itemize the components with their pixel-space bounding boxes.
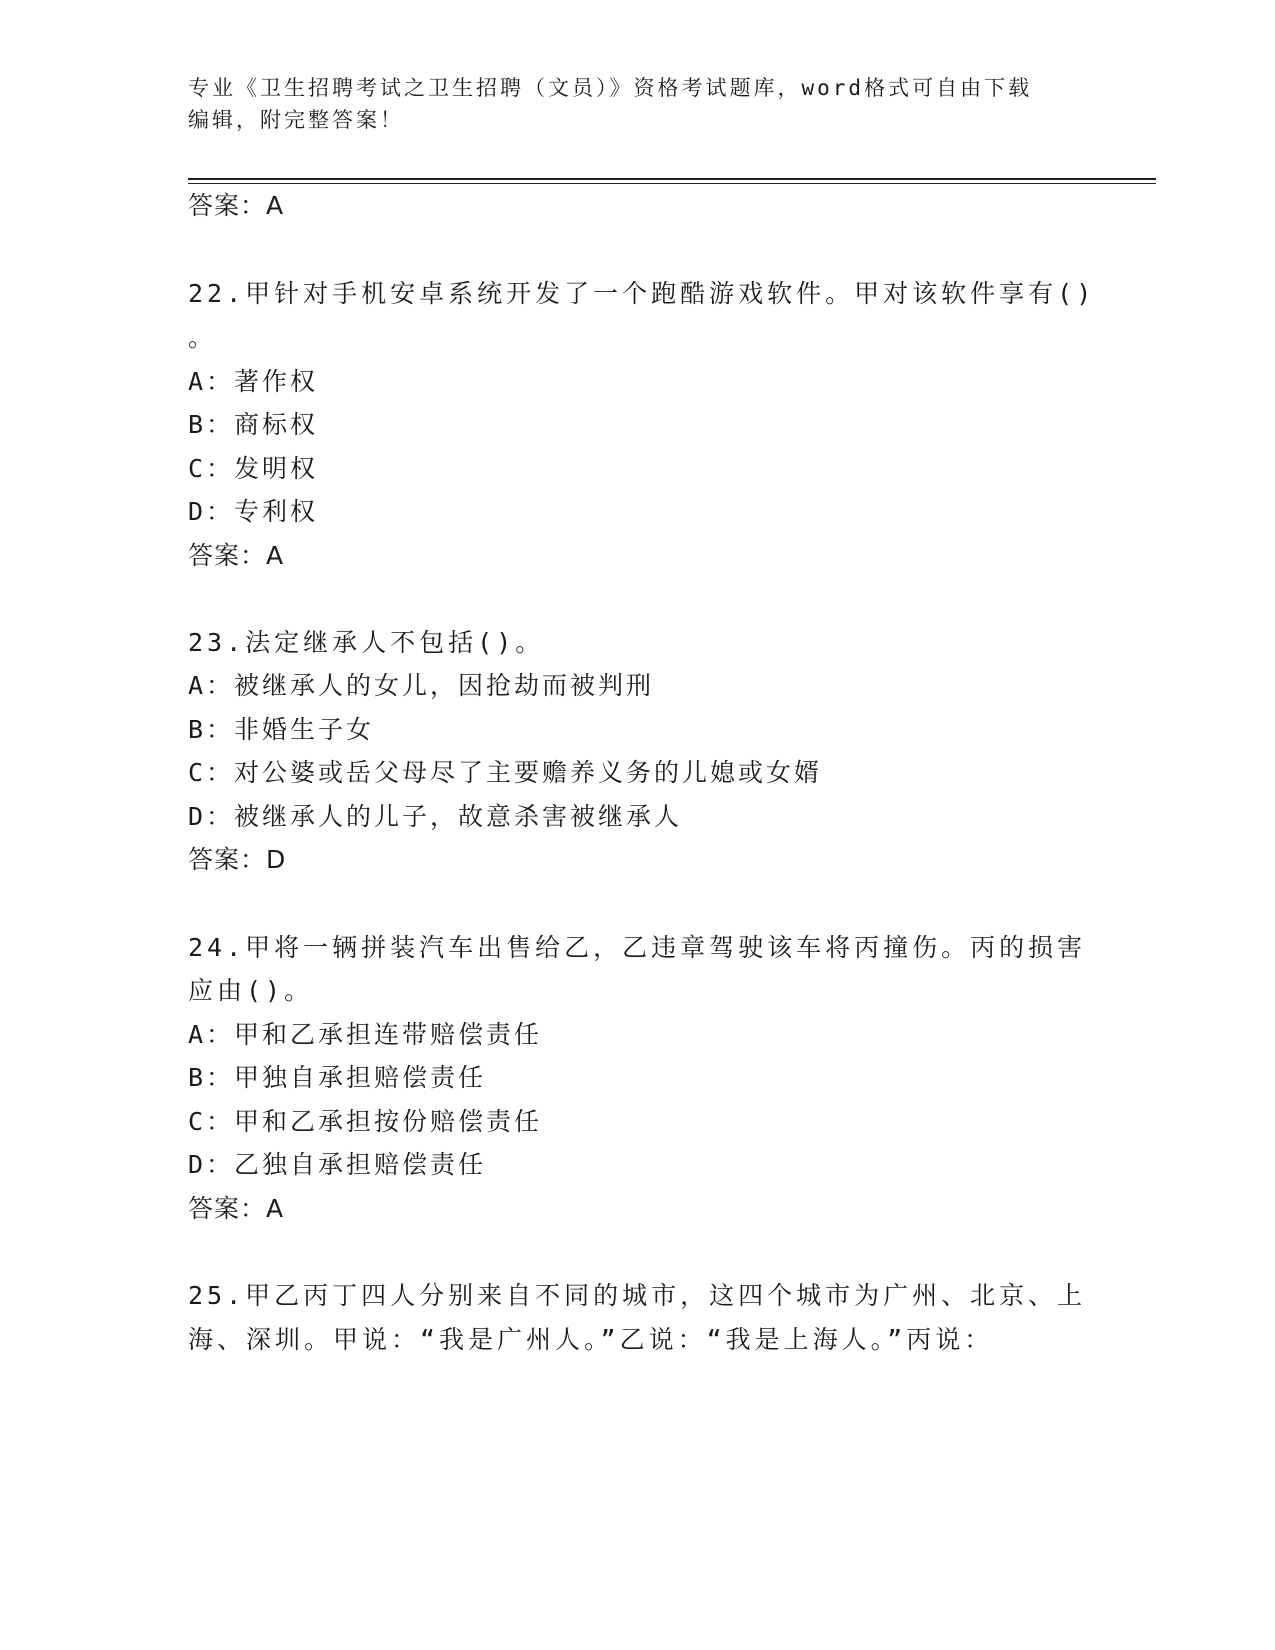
question-24-option-a: A：甲和乙承担连带赔偿责任 [188,1020,543,1049]
question-24-option-c: C：甲和乙承担按份赔偿责任 [188,1107,543,1136]
question-22-line-1: 22.甲针对手机安卓系统开发了一个跑酷游戏软件。甲对该软件享有() [188,279,1096,308]
question-22-option-c: C：发明权 [188,454,319,483]
answer-line: 答案：A [188,191,285,220]
question-25-line-1: 25.甲乙丙丁四人分别来自不同的城市，这四个城市为广州、北京、上 [188,1281,1087,1310]
question-24-line-2: 应由()。 [188,976,314,1005]
question-22-option-a: A：著作权 [188,367,319,396]
question-22-option-d: D：专利权 [188,497,319,526]
document-header [188,72,1068,136]
question-24-answer: 答案：A [188,1194,285,1223]
question-23-line-1: 23.法定继承人不包括()。 [188,628,545,657]
header-rule [188,178,1156,180]
question-23-option-a: A：被继承人的女儿，因抢劫而被判刑 [188,671,655,700]
question-22-answer: 答案：A [188,541,285,570]
question-24-option-d: D：乙独自承担赔偿责任 [188,1150,487,1179]
question-24-line-1: 24.甲将一辆拼装汽车出售给乙，乙违章驾驶该车将丙撞伤。丙的损害 [188,933,1087,962]
header-rule-thin [188,183,1156,184]
question-23-option-c: C：对公婆或岳父母尽了主要赡养义务的儿媳或女婿 [188,758,823,787]
question-23-answer: 答案：D [188,845,287,874]
question-23-option-d: D：被继承人的儿子，故意杀害被继承人 [188,802,683,831]
question-23-option-b: B：非婚生子女 [188,715,375,744]
header-line-2: 编辑，附完整答案！ [188,108,404,132]
question-22-line-2: 。 [188,323,218,352]
question-25-line-2: 海、深圳。甲说：“我是广州人。”乙说：“我是上海人。”丙说： [188,1325,994,1354]
question-24-option-b: B：甲独自承担赔偿责任 [188,1063,487,1092]
question-22-option-b: B：商标权 [188,410,319,439]
header-line-1: 专业《卫生招聘考试之卫生招聘（文员）》资格考试题库，word格式可自由下载 [188,76,1033,100]
